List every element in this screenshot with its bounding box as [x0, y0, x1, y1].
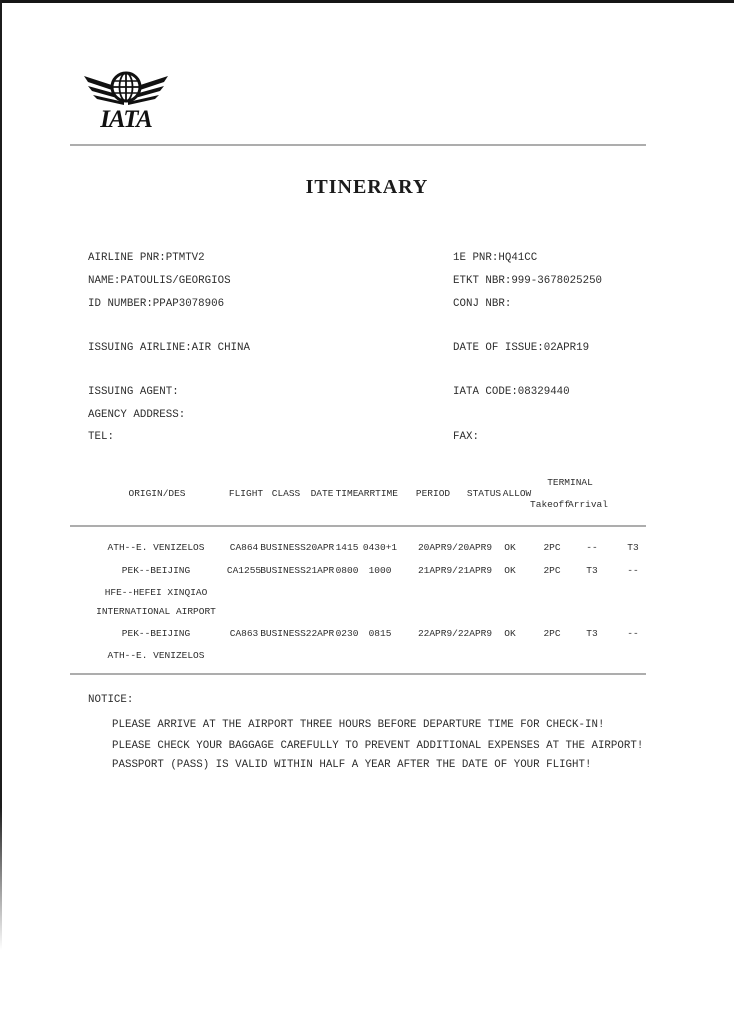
cell-date: 21APR [305, 565, 335, 576]
cell-takeoff: T3 [586, 565, 598, 576]
field-1e-pnr: 1E PNR:HQ41CC [453, 252, 538, 264]
cell-arrival: -- [627, 628, 639, 639]
cell-class: BUSINESS [260, 628, 306, 639]
globe-icon [112, 73, 140, 101]
cell-allow: 2PC [543, 542, 561, 553]
col-header-arrtime: ARRTIME [358, 488, 398, 499]
cell-allow: 2PC [543, 565, 561, 576]
col-header-origin-des: ORIGIN/DES [128, 488, 186, 499]
col-header-period: PERIOD [415, 488, 451, 499]
cell-takeoff: T3 [586, 628, 598, 639]
divider-table-bottom [70, 673, 646, 675]
cell-status: OK [504, 628, 516, 639]
cell-origin: HFE--HEFEI XINQIAO [104, 587, 208, 598]
cell-date: 22APR [305, 628, 335, 639]
field-fax: FAX: [453, 431, 479, 443]
divider-table-top [70, 525, 646, 527]
cell-date: 20APR [305, 542, 335, 553]
field-agency-address: AGENCY ADDRESS: [88, 409, 186, 421]
cell-allow: 2PC [543, 628, 561, 639]
iata-logo-text: IATA [100, 106, 152, 131]
cell-arrival: -- [627, 565, 639, 576]
flight-row-continuation [0, 650, 734, 663]
field-tel: TEL: [88, 431, 114, 443]
field-id-number: ID NUMBER:PPAP3078906 [88, 298, 225, 310]
cell-takeoff: -- [586, 542, 598, 553]
col-header-arrival: Arrival [568, 499, 608, 510]
col-header-date: DATE [310, 488, 334, 499]
table-header-terminal-sub-row [0, 499, 734, 512]
cell-origin: INTERNATIONAL AIRPORT [96, 606, 216, 617]
cell-period: 22APR9/22APR9 [417, 628, 493, 639]
cell-time: 0230 [335, 628, 359, 639]
scan-edge-top [0, 0, 734, 3]
field-date-of-issue: DATE OF ISSUE:02APR19 [453, 342, 590, 354]
flight-row-continuation [0, 606, 734, 619]
scan-edge-left [0, 0, 2, 950]
divider-header [70, 144, 646, 146]
col-header-status: STATUS [466, 488, 502, 499]
flight-row [0, 628, 734, 641]
cell-flight: CA864 [229, 542, 259, 553]
cell-arrtime: 1000 [368, 565, 392, 576]
field-name: NAME:PATOULIS/GEORGIOS [88, 275, 231, 287]
flight-row-continuation [0, 587, 734, 600]
field-issuing-agent: ISSUING AGENT: [88, 386, 179, 398]
field-issuing-airline: ISSUING AIRLINE:AIR CHINA [88, 342, 250, 354]
cell-time: 0800 [335, 565, 359, 576]
field-etkt-nbr: ETKT NBR:999-3678025250 [453, 275, 603, 287]
notice-line: PLEASE CHECK YOUR BAGGAGE CAREFULLY TO PREVENT ADDITIONAL EXPENSES AT THE AIRPORT! [112, 740, 644, 752]
notice-line: PASSPORT (PASS) IS VALID WITHIN HALF A YEAR AFTER THE DATE OF YOUR FLIGHT! [112, 759, 592, 771]
col-header-takeoff: Takeoff [530, 499, 570, 510]
cell-origin: PEK--BEIJING [121, 628, 191, 639]
col-header-allow: ALLOW [502, 488, 532, 499]
cell-time: 1415 [335, 542, 359, 553]
field-conj-nbr: CONJ NBR: [453, 298, 512, 310]
field-iata-code: IATA CODE:08329440 [453, 386, 570, 398]
cell-class: BUSINESS [260, 565, 306, 576]
flight-row [0, 565, 734, 578]
col-header-class: CLASS [271, 488, 301, 499]
cell-class: BUSINESS [260, 542, 306, 553]
cell-status: OK [504, 542, 516, 553]
notice-line: PLEASE ARRIVE AT THE AIRPORT THREE HOURS BEFORE DEPARTURE TIME FOR CHECK-IN! [112, 719, 605, 731]
cell-origin: ATH--E. VENIZELOS [107, 542, 205, 553]
cell-origin: PEK--BEIJING [121, 565, 191, 576]
document-title: ITINERARY [305, 176, 429, 198]
iata-logo [80, 67, 172, 131]
cell-origin: ATH--E. VENIZELOS [107, 650, 205, 661]
field-airline-pnr: AIRLINE PNR:PTMTV2 [88, 252, 205, 264]
notice-heading: NOTICE: [88, 694, 134, 706]
cell-flight: CA863 [229, 628, 259, 639]
cell-arrtime: 0430+1 [362, 542, 398, 553]
cell-arrival: T3 [627, 542, 639, 553]
flight-row [0, 542, 734, 555]
col-header-terminal: TERMINAL [547, 477, 593, 488]
col-header-flight: FLIGHT [228, 488, 264, 499]
col-header-time: TIME [335, 488, 359, 499]
cell-period: 20APR9/20APR9 [417, 542, 493, 553]
cell-flight: CA1255 [226, 565, 262, 576]
cell-period: 21APR9/21APR9 [417, 565, 493, 576]
cell-status: OK [504, 565, 516, 576]
cell-arrtime: 0815 [368, 628, 392, 639]
